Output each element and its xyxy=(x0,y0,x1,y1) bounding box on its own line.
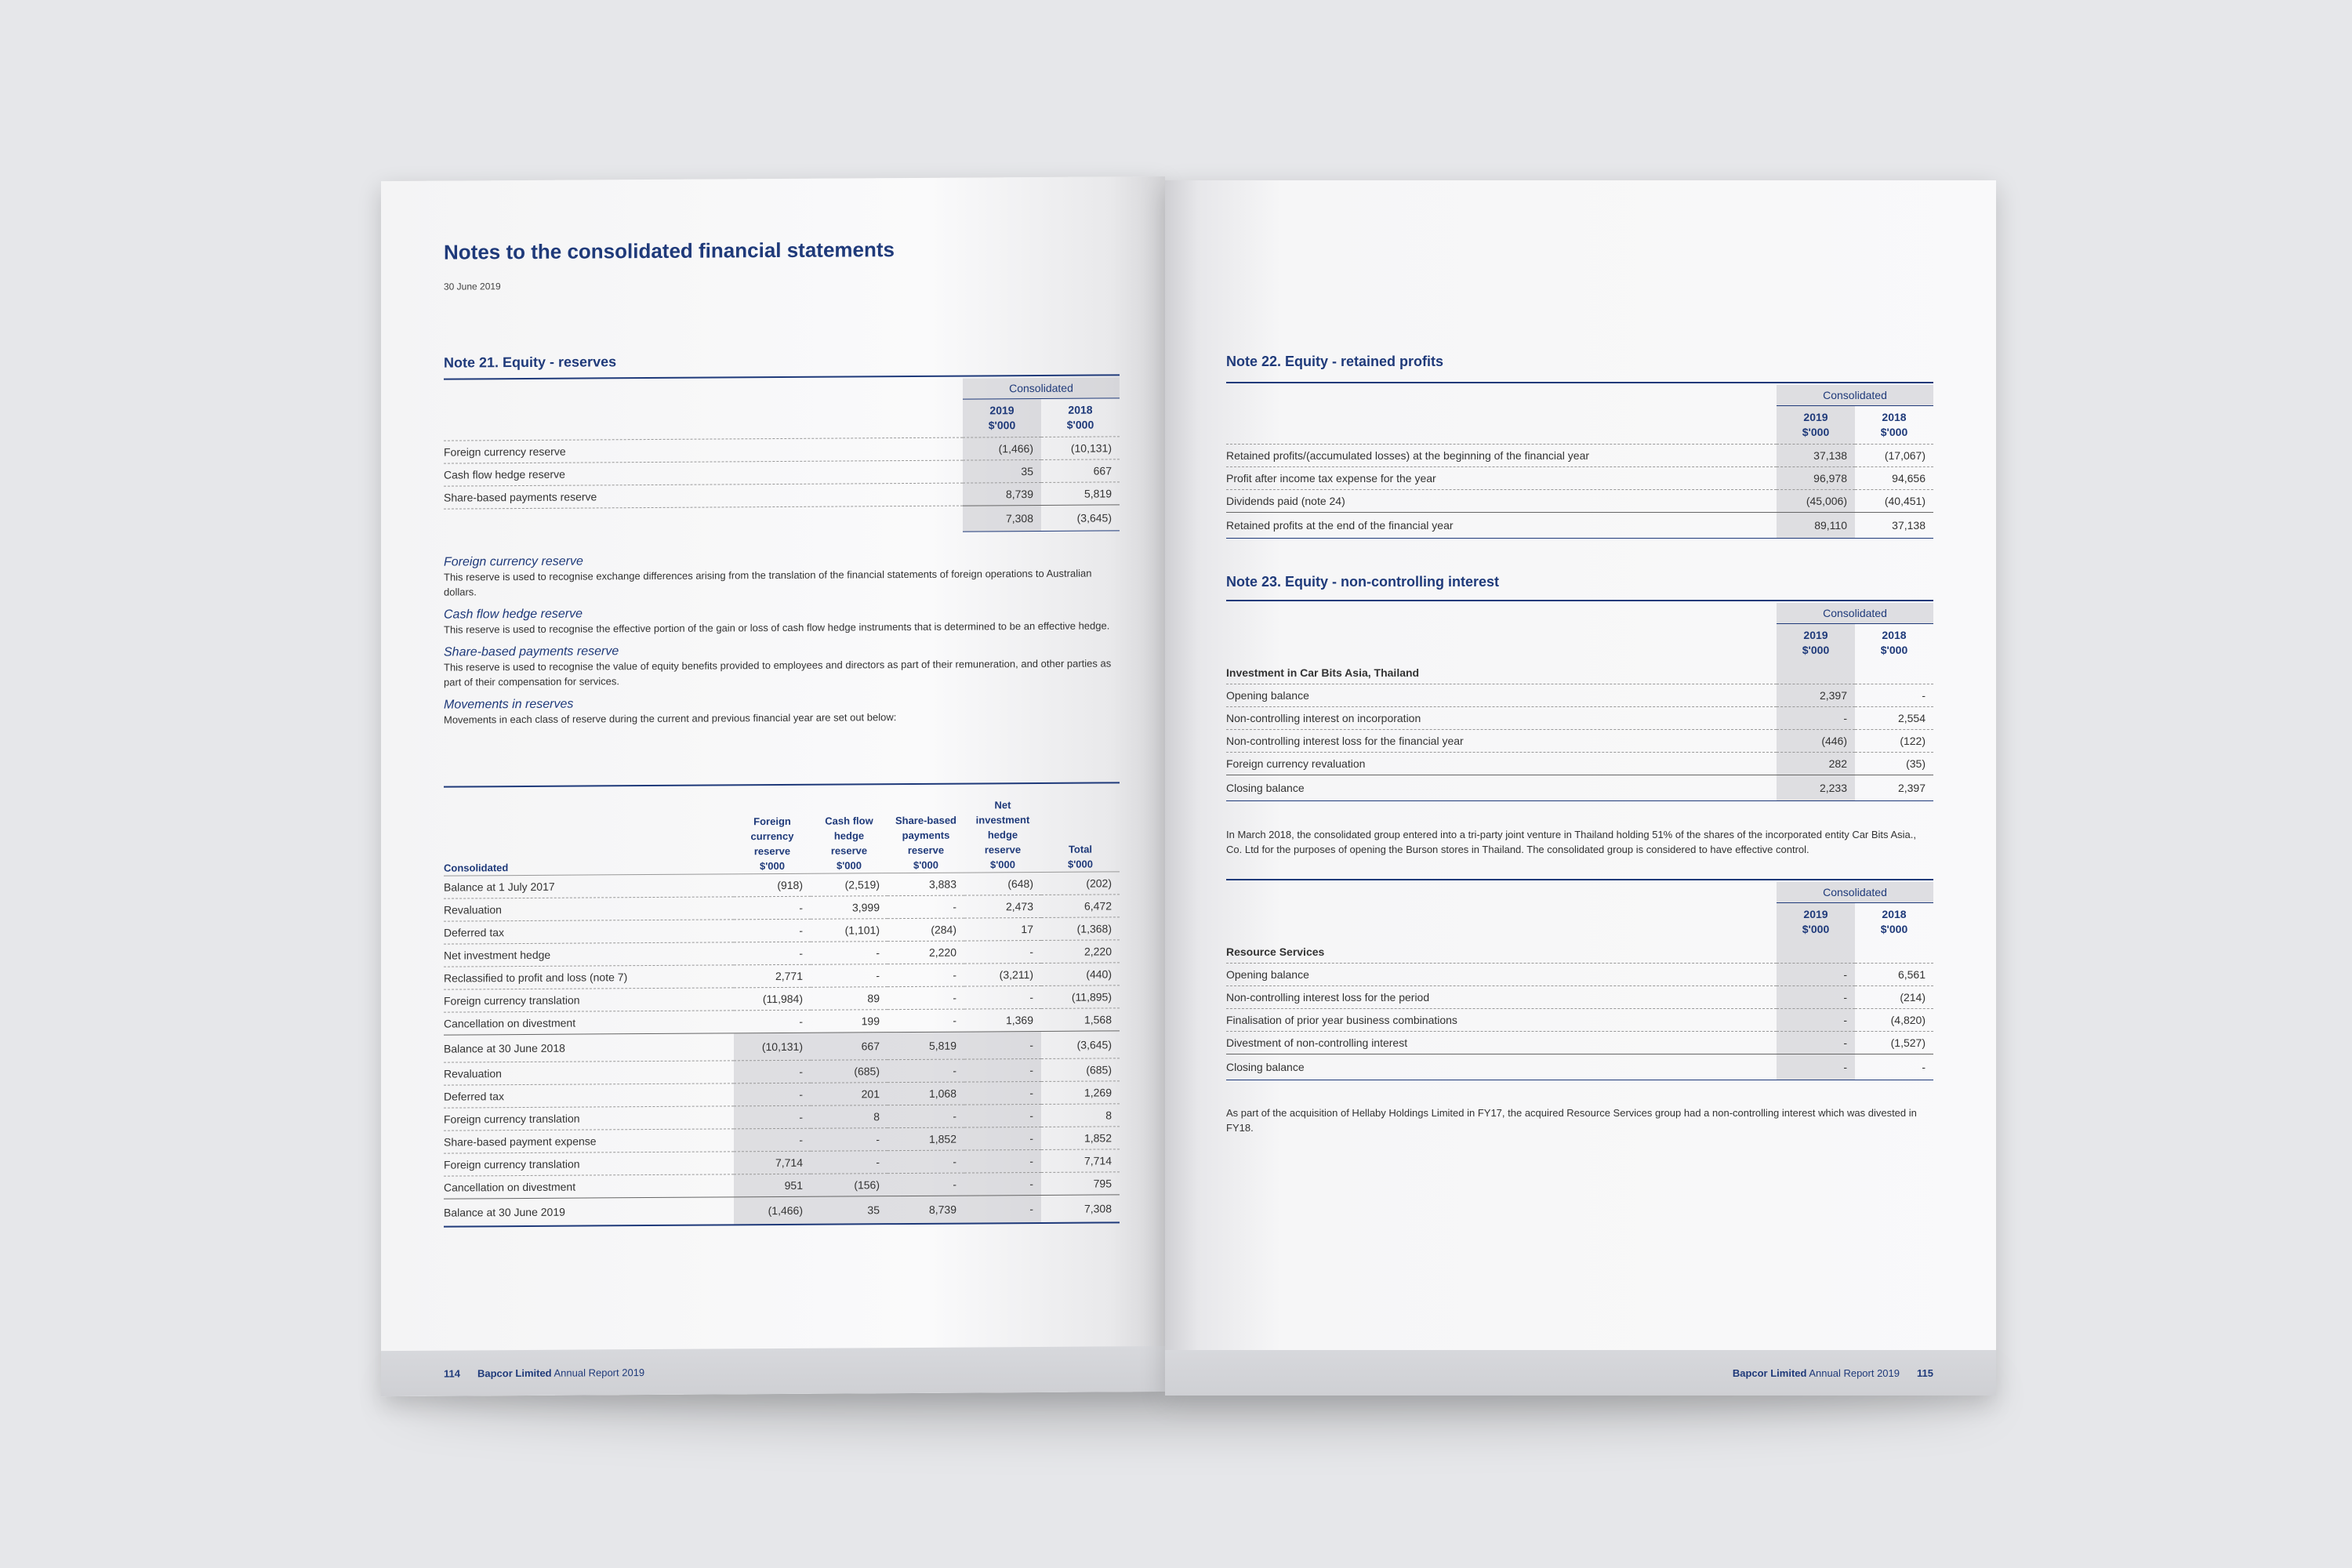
movement-value: - xyxy=(734,1105,811,1129)
movement-value: - xyxy=(887,1173,964,1196)
movements-col-header xyxy=(887,786,964,873)
note22-table xyxy=(1226,385,1933,539)
movement-value: (685) xyxy=(811,1060,887,1083)
movement-value: 8 xyxy=(1041,1104,1120,1127)
movement-value: 1,852 xyxy=(1041,1127,1120,1150)
movements-col-header-line: $'000 xyxy=(836,859,862,872)
movement-value: - xyxy=(811,1128,887,1152)
table-row xyxy=(1226,467,1933,490)
movement-label: Share-based payment expense xyxy=(444,1129,734,1153)
movements-col-header-line: reserve xyxy=(907,844,945,857)
left-page xyxy=(381,176,1165,1396)
movement-label: Net investment hedge xyxy=(444,942,734,967)
value-2018: (4,820) xyxy=(1855,1009,1933,1032)
movement-value: (3,211) xyxy=(964,963,1041,986)
page-date: 30 June 2019 xyxy=(444,281,501,292)
movement-label: Balance at 1 July 2017 xyxy=(444,874,734,898)
note21-total-row xyxy=(444,505,1120,535)
movements-col-header-line: $'000 xyxy=(913,858,938,871)
year-2018-header: 2018 $'000 xyxy=(1880,629,1908,656)
movement-value: - xyxy=(734,1128,811,1152)
row-label: Foreign currency reserve xyxy=(444,437,963,463)
movement-value: - xyxy=(734,1060,811,1083)
movement-value: - xyxy=(734,896,811,920)
movement-value: - xyxy=(964,1031,1041,1059)
right-footer xyxy=(1165,1350,1996,1396)
movement-value: (1,466) xyxy=(734,1196,811,1225)
movements-col-header-line: payments xyxy=(902,829,950,842)
value-2018: (35) xyxy=(1855,753,1933,775)
movements-col-header-line: $'000 xyxy=(759,859,785,873)
year-2019-header: 2019 $'000 xyxy=(1777,624,1855,662)
movement-value: 2,473 xyxy=(964,895,1041,918)
page-title: Notes to the consolidated financial statements xyxy=(444,238,895,264)
value-2018: 94,656 xyxy=(1855,467,1933,490)
year-2019-header: 2019 $'000 xyxy=(1777,903,1855,942)
value-2019: - xyxy=(1777,707,1855,730)
movement-value: - xyxy=(964,1172,1041,1196)
row-label: Finalisation of prior year business combinations xyxy=(1226,1009,1777,1032)
section-label: Investment in Car Bits Asia, Thailand xyxy=(1226,662,1777,684)
movement-value: - xyxy=(964,1149,1041,1173)
value-2019: - xyxy=(1777,964,1855,986)
value-2019: 96,978 xyxy=(1777,467,1855,490)
value-2018: 2,554 xyxy=(1855,707,1933,730)
left-footer xyxy=(381,1346,1165,1396)
footer-report: Annual Report 2019 xyxy=(554,1366,645,1379)
movement-value: - xyxy=(964,985,1041,1009)
consolidated-header: Consolidated xyxy=(963,377,1120,399)
desc-text: Movements in each class of reserve during the current and previous financial year are set out below: xyxy=(444,711,897,726)
movement-value: (284) xyxy=(887,918,964,942)
table-row xyxy=(1226,1009,1933,1032)
note23-table2 xyxy=(1226,882,1933,1080)
movement-value: - xyxy=(964,1195,1041,1223)
movement-value: 1,269 xyxy=(1041,1081,1120,1105)
table-row xyxy=(1226,684,1933,707)
table-row xyxy=(1226,707,1933,730)
movement-value: - xyxy=(964,1081,1041,1105)
movement-value: 3,999 xyxy=(811,896,887,920)
movement-value: 6,472 xyxy=(1041,895,1120,918)
desc-text: This reserve is used to recognise exchange differences arising from the translation of the financial statements of foreign operations to Australian dollars. xyxy=(444,567,1092,598)
movement-label: Foreign currency translation xyxy=(444,1152,734,1176)
row-label: Divestment of non-controlling interest xyxy=(1226,1032,1777,1054)
row-label: Profit after income tax expense for the year xyxy=(1226,467,1777,490)
movement-value: (1,101) xyxy=(811,919,887,942)
row-label: Opening balance xyxy=(1226,964,1777,986)
movement-value: (156) xyxy=(811,1174,887,1197)
total-2019: - xyxy=(1777,1054,1855,1080)
movement-value: (440) xyxy=(1041,963,1120,986)
movement-value: - xyxy=(887,964,964,987)
footer-company: Bapcor Limited xyxy=(477,1367,552,1379)
desc-title: Share-based payments reserve xyxy=(444,644,619,659)
movements-col-header-line: Foreign xyxy=(753,815,791,828)
note23-rule xyxy=(1226,600,1933,601)
section-label: Resource Services xyxy=(1226,941,1777,964)
movement-value: 7,308 xyxy=(1041,1195,1120,1223)
movement-label: Deferred tax xyxy=(444,1083,734,1108)
table-row xyxy=(1226,490,1933,513)
table-row xyxy=(1226,964,1933,986)
movement-label: Revaluation xyxy=(444,1061,734,1085)
row-label: Dividends paid (note 24) xyxy=(1226,490,1777,513)
value-2019: 37,138 xyxy=(1777,445,1855,467)
total-label: Retained profits at the end of the financial year xyxy=(1226,513,1777,539)
movements-col-header xyxy=(811,786,887,873)
total-2019: 89,110 xyxy=(1777,513,1855,539)
year-2018-header: 2018 $'000 xyxy=(1880,908,1908,935)
movement-value: (2,519) xyxy=(811,873,887,897)
movement-value: - xyxy=(887,1105,964,1128)
table-row xyxy=(1226,986,1933,1009)
movement-value: 1,369 xyxy=(964,1008,1041,1032)
note21-table xyxy=(444,377,1120,535)
movement-value: 17 xyxy=(964,917,1041,941)
consolidated-header: Consolidated xyxy=(1777,603,1933,624)
value-2019: - xyxy=(1777,986,1855,1009)
value-2018: 667 xyxy=(1041,459,1120,483)
movement-value: 1,852 xyxy=(887,1127,964,1151)
movements-col-header-line: Total xyxy=(1068,843,1093,855)
total-2018: - xyxy=(1855,1054,1933,1080)
movements-col-header-line: reserve xyxy=(984,844,1022,856)
movement-value: (11,984) xyxy=(734,987,811,1011)
movement-value: - xyxy=(887,895,964,919)
note23-table2-total-row xyxy=(1226,1054,1933,1080)
movement-label: Deferred tax xyxy=(444,920,734,944)
movement-label: Reclassified to profit and loss (note 7) xyxy=(444,965,734,989)
movement-label: Foreign currency translation xyxy=(444,1106,734,1131)
footer-company: Bapcor Limited xyxy=(1732,1367,1807,1379)
value-2018: (17,067) xyxy=(1855,445,1933,467)
row-label: Non-controlling interest loss for the period xyxy=(1226,986,1777,1009)
row-label: Non-controlling interest on incorporation xyxy=(1226,707,1777,730)
movement-label: Cancellation on divestment xyxy=(444,1174,734,1199)
table-row xyxy=(1226,753,1933,775)
table-row xyxy=(1226,730,1933,753)
movement-value: - xyxy=(734,942,811,965)
movement-row xyxy=(444,1031,1120,1062)
movement-value: (918) xyxy=(734,873,811,897)
note23-rule2 xyxy=(1226,879,1933,880)
movement-value: 7,714 xyxy=(1041,1149,1120,1173)
note22-rule xyxy=(1226,382,1933,383)
movement-value: - xyxy=(734,919,811,942)
total-2019: 2,233 xyxy=(1777,775,1855,801)
value-2019: 282 xyxy=(1777,753,1855,775)
total-2019: 7,308 xyxy=(963,505,1041,532)
movement-value: 35 xyxy=(811,1196,887,1225)
value-2018: (1,527) xyxy=(1855,1032,1933,1054)
note23-para1: In March 2018, the consolidated group entered into a tri-party joint venture in Thailand holding 51% of the shares of the incorporated entity Car Bits Asia., Co. Ltd for the purposes of opening the Burson stores in Thailand. The consolidated group is considered to have effective control. xyxy=(1226,829,1916,855)
desc-title: Cash flow hedge reserve xyxy=(444,607,583,622)
movement-value: (3,645) xyxy=(1041,1031,1120,1059)
movements-col-header xyxy=(734,787,811,874)
value-2018: (40,451) xyxy=(1855,490,1933,513)
movements-col-header-line: Share-based xyxy=(895,814,957,827)
movements-header-label: Consolidated xyxy=(444,787,734,876)
row-label: Foreign currency revaluation xyxy=(1226,753,1777,775)
movement-label: Cancellation on divestment xyxy=(444,1011,734,1035)
value-2019: 2,397 xyxy=(1777,684,1855,707)
value-2018: 6,561 xyxy=(1855,964,1933,986)
movement-value: 8 xyxy=(811,1105,887,1129)
year-2019-header: 2019 $'000 xyxy=(1777,406,1855,445)
movement-value: - xyxy=(734,1083,811,1106)
movement-value: 3,883 xyxy=(887,873,964,896)
value-2019: 35 xyxy=(963,459,1041,483)
movement-value: (10,131) xyxy=(734,1033,811,1061)
movement-label: Foreign currency translation xyxy=(444,988,734,1012)
row-label: Non-controlling interest loss for the financial year xyxy=(1226,730,1777,753)
note23-heading: Note 23. Equity - non-controlling interest xyxy=(1226,574,1500,590)
movement-value: 951 xyxy=(734,1174,811,1197)
movement-value: - xyxy=(964,1104,1041,1127)
value-2019: 8,739 xyxy=(963,482,1041,506)
movement-value: 2,771 xyxy=(734,964,811,988)
movements-col-header-line: currency xyxy=(750,829,794,843)
note23-table1 xyxy=(1226,603,1933,801)
total-2018: 2,397 xyxy=(1855,775,1933,801)
movement-value: (685) xyxy=(1041,1058,1120,1082)
page-number: 114 xyxy=(444,1367,460,1380)
movement-value: - xyxy=(887,986,964,1010)
movement-value: 7,714 xyxy=(734,1151,811,1174)
description-block xyxy=(444,550,1118,727)
movement-value: (648) xyxy=(964,872,1041,895)
value-2018: 5,819 xyxy=(1041,482,1120,506)
value-2019: (45,006) xyxy=(1777,490,1855,513)
value-2018: (122) xyxy=(1855,730,1933,753)
total-label: Closing balance xyxy=(1226,775,1777,801)
value-2019: (1,466) xyxy=(963,437,1041,460)
year-2018-header: 2018 $'000 xyxy=(1855,406,1933,445)
note23-para2: As part of the acquisition of Hellaby Holdings Limited in FY17, the acquired Resource Services group had a non-controlling interest which was divested in FY18. xyxy=(1226,1107,1917,1134)
movement-value: 1,568 xyxy=(1041,1008,1120,1032)
movement-value: - xyxy=(887,1009,964,1033)
desc-title: Foreign currency reserve xyxy=(444,554,583,569)
movements-col-header-line: Cash flow xyxy=(825,815,873,827)
movement-value: - xyxy=(964,1127,1041,1150)
table-row xyxy=(1226,445,1933,467)
note21-heading: Note 21. Equity - reserves xyxy=(444,354,617,371)
movements-col-header-line: reserve xyxy=(830,844,868,857)
value-2019: - xyxy=(1777,1009,1855,1032)
total-2018: 37,138 xyxy=(1855,513,1933,539)
movement-value: 199 xyxy=(811,1010,887,1033)
movement-label: Balance at 30 June 2019 xyxy=(444,1197,734,1227)
value-2019: - xyxy=(1777,1032,1855,1054)
value-2018: (10,131) xyxy=(1041,437,1120,460)
movement-value: (1,368) xyxy=(1041,917,1120,941)
year-2018-header: 2018 $'000 xyxy=(1041,398,1120,437)
movements-col-header-line: $'000 xyxy=(989,858,1015,871)
row-label: Share-based payments reserve xyxy=(444,483,963,509)
note22-total-row xyxy=(1226,513,1933,539)
movement-label: Revaluation xyxy=(444,897,734,921)
note23-table1-total-row xyxy=(1226,775,1933,801)
movement-value: 8,739 xyxy=(887,1196,964,1224)
year-2019-header: 2019 $'000 xyxy=(963,398,1041,437)
movements-col-header-line: reserve xyxy=(753,844,791,858)
consolidated-header: Consolidated xyxy=(1777,882,1933,903)
movement-value: - xyxy=(734,1010,811,1033)
movement-value: 2,220 xyxy=(1041,940,1120,964)
movements-col-header-line: $'000 xyxy=(1067,858,1093,870)
movements-table xyxy=(444,785,1120,1227)
value-2018: (214) xyxy=(1855,986,1933,1009)
movement-value: 201 xyxy=(811,1083,887,1106)
desc-text: This reserve is used to recognise the effective portion of the gain or loss of cash flow hedge instruments that is determined to be an effective hedge. xyxy=(444,619,1110,636)
section-row xyxy=(1226,941,1933,964)
movement-value: 795 xyxy=(1041,1172,1120,1196)
total-2018: (3,645) xyxy=(1041,505,1120,532)
movement-label: Balance at 30 June 2018 xyxy=(444,1033,734,1062)
movement-value: 667 xyxy=(811,1033,887,1061)
row-label: Retained profits/(accumulated losses) at the beginning of the financial year xyxy=(1226,445,1777,467)
movement-value: - xyxy=(887,1150,964,1174)
total-label: Closing balance xyxy=(1226,1054,1777,1080)
movement-value: - xyxy=(811,1151,887,1174)
movement-value: 2,220 xyxy=(887,941,964,964)
table-row xyxy=(1226,1032,1933,1054)
row-label: Cash flow hedge reserve xyxy=(444,460,963,486)
movement-value: - xyxy=(887,1059,964,1083)
value-2019: (446) xyxy=(1777,730,1855,753)
movements-col-header-line: investment xyxy=(975,814,1030,826)
movements-col-header-line: hedge xyxy=(987,829,1018,841)
movement-value: (11,895) xyxy=(1041,985,1120,1009)
movement-row xyxy=(444,1195,1120,1227)
movements-col-header xyxy=(1041,785,1120,872)
desc-text: This reserve is used to recognise the value of equity benefits provided to employees and directors as part of their remuneration, and other parties as part of their compensation for services. xyxy=(444,657,1112,688)
value-2018: - xyxy=(1855,684,1933,707)
right-page xyxy=(1165,180,1996,1396)
section-row xyxy=(1226,662,1933,684)
consolidated-header: Consolidated xyxy=(1777,385,1933,406)
movement-value: 1,068 xyxy=(887,1082,964,1105)
movement-value: - xyxy=(964,940,1041,964)
movement-value: (202) xyxy=(1041,872,1120,895)
movement-value: - xyxy=(811,964,887,988)
movement-value: 89 xyxy=(811,987,887,1011)
movement-value: - xyxy=(964,1058,1041,1082)
row-label: Opening balance xyxy=(1226,684,1777,707)
note22-heading: Note 22. Equity - retained profits xyxy=(1226,354,1444,369)
footer-report: Annual Report 2019 xyxy=(1809,1367,1900,1379)
movements-col-header-line: hedge xyxy=(833,829,865,842)
movement-value: 5,819 xyxy=(887,1032,964,1060)
page-number: 115 xyxy=(1917,1367,1933,1379)
movements-col-header-line: Net xyxy=(994,799,1011,811)
movements-col-header xyxy=(964,786,1041,873)
movement-value: - xyxy=(811,942,887,965)
desc-title: Movements in reserves xyxy=(444,697,574,712)
